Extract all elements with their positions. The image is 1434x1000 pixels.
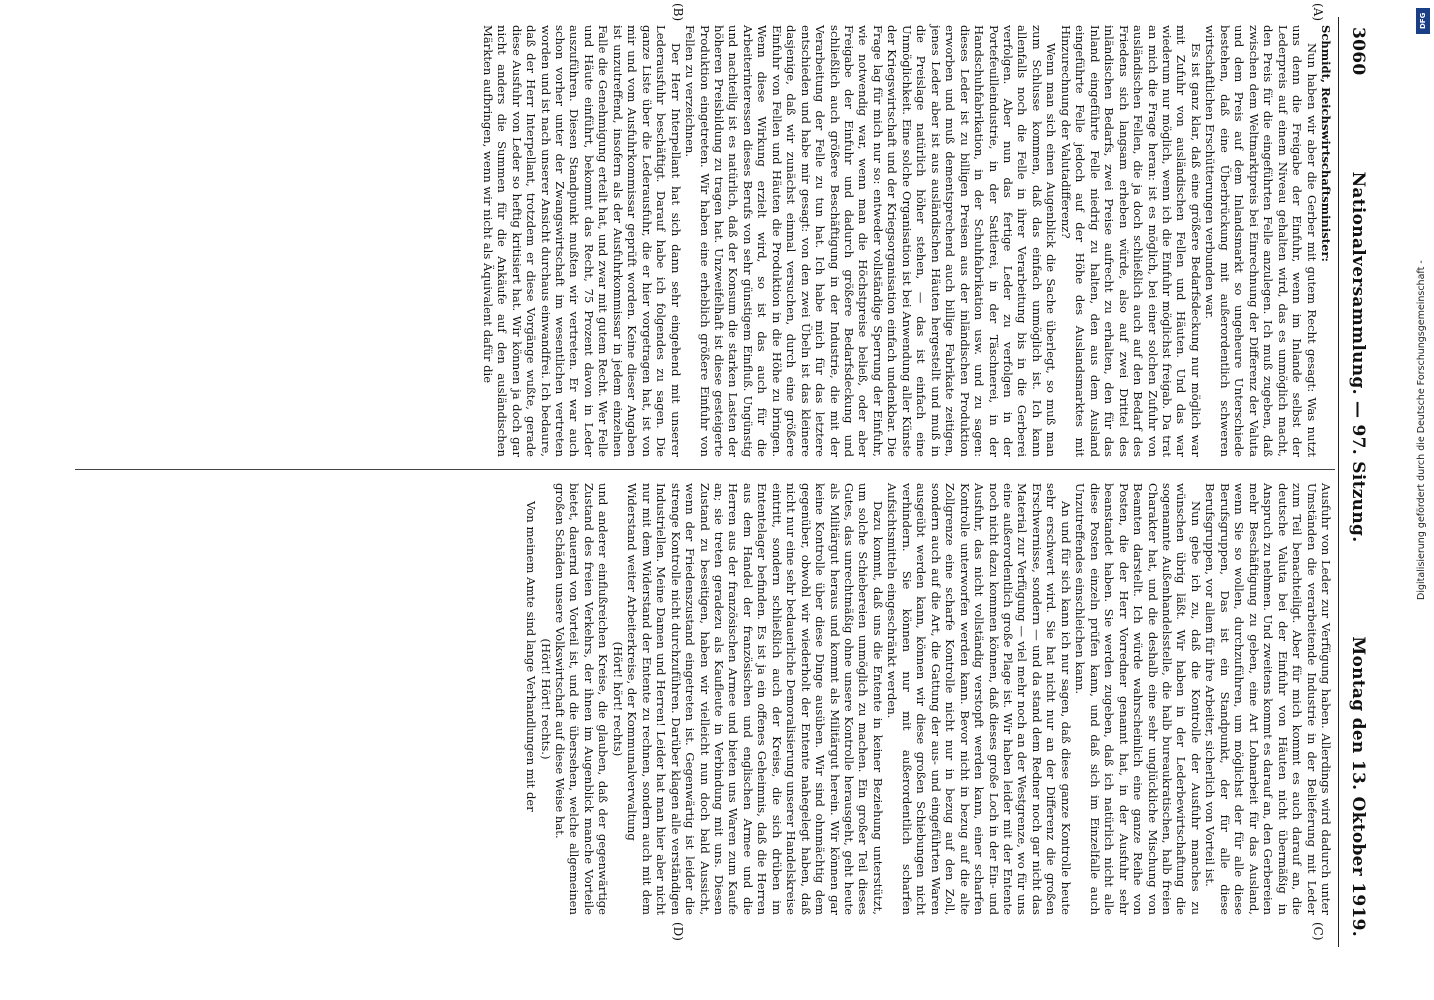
page-header — [1341, 27, 1375, 937]
document-page — [65, 3, 1375, 947]
interjection: (Hört! hört! rechts) — [610, 641, 625, 757]
paragraph: Von meinem Amte sind lange Verhandlungen mit der — [524, 501, 539, 812]
speaker-label: Schmidt, Reichswirtschaftsminister: — [1319, 25, 1333, 262]
paragraph: Ausfuhr von Leder zur Verfügung haben. Allerdings wird dadurch unter Umständen die verarbeitende Industrie in der Belieferung mit Leder zum Teil benachteiligt. Aber für mich kommt es auch darauf an, die deutsche Valuta bei der Einfuhr von Häuten nicht übermäßig in Anspruch zu nehmen. Und zweitens kommt es darauf an, den Gerbereien mehr Beschäftigung zu geben, eine Art Lohnarbeit für das Ausland, wenn Sie so wollen, durchzuführen, um möglichst der für alle diese Berufsgruppen, Das ist ein Standpunkt, der für alle diese Berufsgruppen, vor allem für ihre Arbeiter, sicherlich von Vorteil ist. — [1203, 483, 1333, 915]
interjection: (Hört! Hört! rechts.) — [538, 638, 553, 760]
paragraph: Nun gebe ich zu, daß die Kontrolle der Ausfuhr manches zu wünschen übrig läßt. Wir haben in der Lederbewirtschaftung die sogenannte Außenhandelsstelle, die halb bureaukratischen, halb freien Charakter hat, und die deshalb eine sehr unglückliche Mischung von Beamten darstellt. Ich würde wahrscheinlich eine ganze Reihe von Posten, die der Herr Vorredner genannt hat, in der Ausfuhr sehr beanstandet haben. Sie werden zugeben, daß ich natürlich nicht alle diese Posten einzeln prüfen kann, und daß sich im Einzelfalle auch Unzutreffendes einschleichen kann. — [1073, 483, 1203, 915]
digitization-note: Digitalisierung gefördert durch die Deutsche Forschungsgemeinschaft - — [1416, 260, 1427, 600]
right-column — [524, 483, 1333, 915]
margin-marker-b: (B) — [671, 3, 685, 22]
margin-marker-a: (A) — [1311, 3, 1325, 22]
scanned-page-area — [40, 0, 1400, 992]
margin-marker-d: (D) — [671, 922, 685, 941]
dfg-logo: DFG — [1416, 8, 1430, 34]
paragraph: und anderer einflußreichen Kreise, die glauben, daß der gegenwärtige Zustand des freien Verkehrs, der ihnen im Augenblick manche Vorteile bietet, dauernd von Vorteil ist, und die übersehen, welche allgemeinen großen Schäden unsere Volkswirtschaft auf diese Weise hat. — [552, 483, 611, 915]
column-separator — [75, 469, 1335, 470]
paragraph: Wenn man sich einen Augenblick die Sache überlegt, so muß man zum Schlusse kommen, daß das einfach unmöglich ist. Ich kann allenfalls noch die Felle in ihrer Verarbeitung bis in die Gerberei verfolgen. Aber nun das fertige Leder zu verfolgen in der Portefeuilleindustrie, in der Sattlerei, in der Täschnerei, in der Handschuhfabrikation, in der Schuhfabrikation usw. und zu sagen: dieses Leder ist zu billigen Preisen aus der inländischen Produktion erworben und muß dementsprechend auch billige Fabrikate zeitigen, jenes Leder aber ist aus ausländischen Häuten hergestellt und muß in die Preislage natürlich höher stehen, — das ist einfach eine Unmöglichkeit. Eine solche Organisation ist bei Anwendung aller Künste der Kriegswirtschaft und der Kriegsorganisation einfach undenkbar. Die Frage lag für mich nur so: entweder vollständige Sperrung der Einfuhr, wie notwendig war, wenn man die Höchstpreise beließ, oder aber Freigabe der Einfuhr und dadurch größere Bedarfsdeckung und schließlich auch größere Beschäftigung in der Industrie, die mit der Verarbeitung der Felle zu tun hat. Ich habe mich für das letztere entschieden und habe mir gesagt: von den zwei Übeln ist das kleinere dasjenige, daß wir zunächst einmal versuchen, durch eine größere Einfuhr von Fellen und Häuten die Produktion in die Höhe zu bringen. Wenn diese Wirkung erzielt wird, so ist das auch für die Arbeiterinteressen dieses Berufs von sehr günstigem Einfluß. Ungünstig und nachteilig ist es natürlich, daß der Konsum die starken Lasten der höheren Preisbildung zu tragen hat. Unzweifelhaft ist diese gesteigerte Produktion eingetreten. Wir haben eine erheblich größere Einfuhr von Fellen zu verzeichnen. — [683, 25, 1059, 457]
margin-marker-c: (C) — [1311, 922, 1325, 941]
paragraph: Es ist ganz klar, daß eine größere Bedarfsdeckung nur möglich war mit Zufuhr von ausländischen Fellen und Häuten. Und das war wiederum nur möglich, wenn ich die Einfuhr möglichst freigab. Da trat an mich die Frage heran: ist es möglich, bei einer solchen Zufuhr von ausländischen Fellen, die ja doch schließlich auch auf den Bedarf des Friedens sich langsam erheben würde, also auf zwei Drittel des inländischen Bedarfs, zwei Preise aufrecht zu erhalten, den für das Inland eingeführte Felle niedrig zu halten, den aus dem Ausland eingeführte Felle jedoch auf der Höhe des Auslandsmarktes mit Hinzurechnung der Valutadifferenz? — [1058, 25, 1203, 457]
session-date: Montag den 13. Oktober 1919. — [1348, 636, 1368, 937]
paragraph: An und für sich kann ich nur sagen, daß diese ganze Kontrolle heute sehr erschwert wird. Sie hat nicht nur an der Differenz die großen Erschwernisse, sondern — und da stand dem Redner noch gar nicht das Material zur Verfügung — viel mehr noch an der Westgrenze, wo für uns eine außerordentlich große Plage ist. Wir haben leider mit der Entente noch nicht dazu kommen können, daß dieses große Loch in der Ein- und Ausfuhr, das nicht vollständig verstopft werden kann, einer scharfen Kontrolle unterworfen werden kann. Bevor nicht in bezug auf die alte Zollgrenze eine scharfe Kontrolle nicht nur in bezug auf den Zoll, sondern auch auf die Art, die Gattung der aus- und eingeführten Waren ausgeübt werden kann, können wir diese großen Schiebungen nicht verhindern. Sie können nur mit außerordentlich scharfen Aufsichtsmitteln eingeschränkt werden. — [885, 483, 1073, 915]
page-title: Nationalversammlung. — 97. Sitzung. — [1348, 171, 1368, 543]
paragraph: Dazu kommt, daß uns die Entente in keiner Beziehung unterstützt, um solche Schiebereien unmöglich zu machen. Ein großer Teil dieses Gutes, das unrechtmäßig ohne unsere Kontrolle herausgeht, geht heute als Militärgut heraus und kommt als Militärgut herein. Wir können gar keine Kontrolle über diese Dinge ausüben. Wir sind ohnmächtig dem gegenüber, obwohl wir wiederholt der Entente nahegelegt haben, daß nicht nur eine sehr bedauerliche Demoralisierung unserer Handelskreise eintritt, sondern schließlich auch der Kreise, die sich drüben im Ententelager befinden. Es ist ja ein offenes Geheimnis, daß die Herren aus dem Handel der französischen und englischen Armee und die Herren aus der französischen Armee und bieten uns Waren zum Kaufe an; sie treten geradezu als Kaufleute in Verbindung mit uns. Diesen Zustand zu beseitigen, haben wir vielleicht nun doch bald Aussicht, wenn der Friedenszustand eingetreten ist. Gegenwärtig ist leider die strenge Kontrolle nicht durchzuführen. Darüber klagen alle verständigen Industriellen. Meine Damen und Herren! Leider hat man hier aber nicht nur mit dem Widerstand der Entente zu rechnen, sondern auch mit dem Widerstand weiter Arbeiterkreise, der Kommunalverwaltung — [625, 483, 885, 915]
paragraph: Der Herr Interpellant hat sich dann sehr eingehend mit unserer Lederausfuhr beschäftigt. Darauf habe ich folgendes zu sagen. Die ganze Liste über die Lederausfuhr, die er hier vorgetragen hat, ist von mir und vom Ausfuhrkommissar geprüft worden. Keine dieser Angaben ist unzutreffend, insofern als der Ausfuhrkommissar in jedem einzelnen Falle die Genehmigung erteilt hat, und zwar mit gutem Recht. Wer Felle und Häute einführt, bekommt das Recht, 75 Prozent davon in Leder auszuführen. Diesen Standpunkt mußten wir vertreten. Er war auch schon vorher unter der Zwangswirtschaft im wesentlichen vertreten worden und ist nach unserer Ansicht durchaus einwandfrei. Ich bedaure, daß der Herr Interpellant, trotzdem er diese Vorgänge wußte, gerade diese Ausfuhr von Leder so heftig kritisiert hat. Wir können ja doch gar nicht anders die Summen für die Ankäufe auf den ausländischen Märkten aufbringen, wenn wir nicht als Äquivalent dafür die — [480, 25, 683, 457]
page-number: 3060 — [1348, 27, 1368, 76]
header-rule — [1338, 17, 1339, 947]
paragraph: Nun haben wir aber die Gerber mit gutem Recht gesagt: Was nutzt uns denn die Freigabe der Einfuhr, wenn im Inlande selbst der Lederpreis auf einem Niveau gehalten wird, das es unmöglich macht, den Preis für die eingeführten Felle anzulegen. Ich muß zugeben, daß zwischen dem Weltmarktpreis bei Einrechnung der Differenz der Valuta und dem Preis auf dem Inlandsmarkt so ungeheure Unterschiede bestehen, daß eine Überbrückung mit außerordentlich schweren wirtschaftlichen Erschütterungen verbunden war. — [1203, 25, 1319, 457]
left-column — [480, 25, 1333, 457]
